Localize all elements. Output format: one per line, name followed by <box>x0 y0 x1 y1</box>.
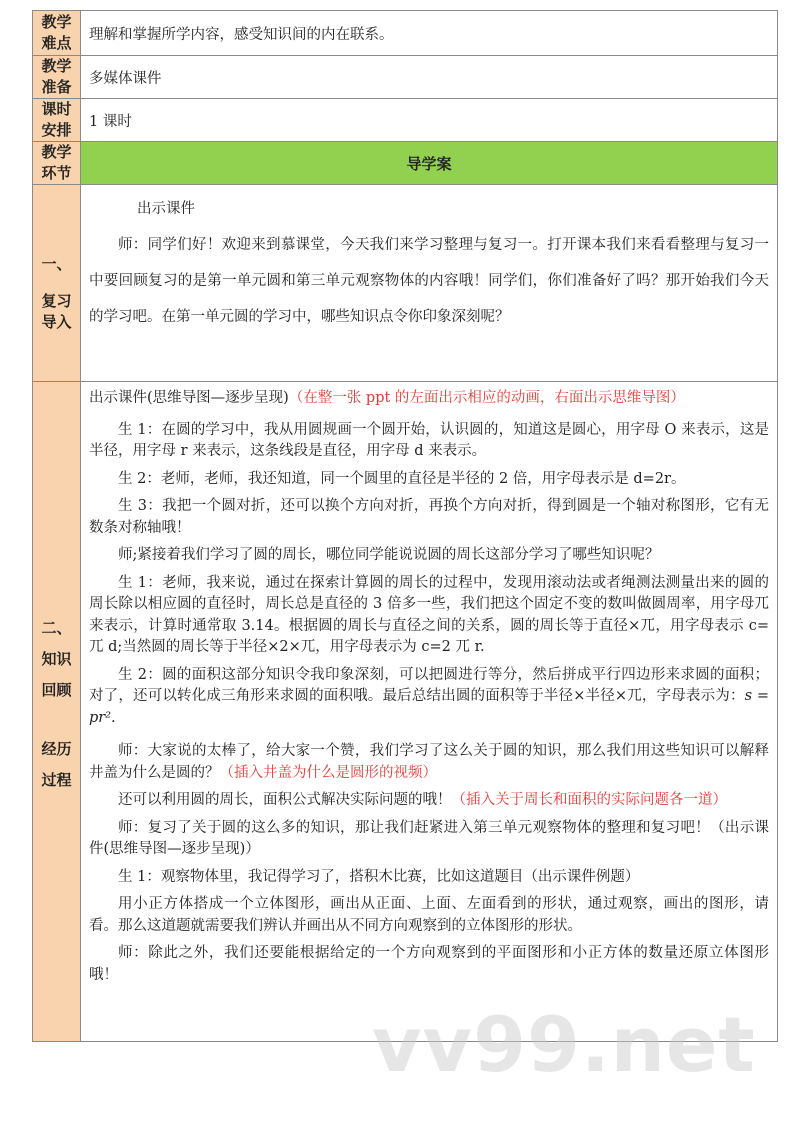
label-line: 复习 <box>41 291 72 310</box>
red-note: （在整一张 ppt 的左面出示相应的动画，右面出示思维导图） <box>288 390 685 406</box>
label-line: 经历 <box>41 740 72 758</box>
difficulty-content: 理解和掌握所学内容，感受知识间的内在联系。 <box>81 11 778 56</box>
label-line: 知识 <box>41 650 72 668</box>
text: 生 2：圆的面积这部分知识令我印象深刻，可以把圆进行等分，然后拼成平行四边形来求圆的面积；对了，还可以转化成三角形来求圆的面积哦。最后总结出圆的面积等于半径×半径×兀，字母表示为： <box>89 666 769 704</box>
row-schedule <box>33 99 778 142</box>
preparation-content: 多媒体课件 <box>81 56 778 99</box>
section-knowledge-review <box>33 382 778 1042</box>
guide-header: 导学案 <box>81 142 778 185</box>
schedule-content: 1 课时 <box>81 99 778 142</box>
lesson-plan-table <box>32 10 778 1042</box>
paragraph: 师：同学们好！欢迎来到慕课堂，今天我们来学习整理与复习一。打开课本我们来看看整理与复习一中要回顾复习的是第一单元圆和第三单元观察物体的内容哦！同学们，你们准备好了吗？那开始我们今天的学习吧。在第一单元圆的学习中，哪些知识点令你印象深刻呢？ <box>89 237 769 325</box>
text: 出示课件(思维导图—逐步呈现) <box>89 390 289 406</box>
text: 还可以利用圆的周长，面积公式解决实际问题的哦！ <box>118 792 452 808</box>
label-line: 一、 <box>41 254 72 273</box>
row-label <box>33 142 81 185</box>
paragraph: 出示课件 <box>137 201 195 217</box>
paragraph: 师：复习了关于圆的这么多的知识，那让我们赶紧进入第三单元观察物体的整理和复习吧！（出示课件(思维导图—逐步呈现)） <box>89 819 769 857</box>
label-line: 教学 <box>41 57 72 75</box>
red-note: （插入关于周长和面积的实际问题各一道） <box>451 792 727 808</box>
section-content <box>81 185 778 382</box>
row-label <box>33 11 81 56</box>
paragraph <box>89 665 769 730</box>
paragraph <box>89 741 769 784</box>
text: 师：大家说的太棒了，给大家一个赞，我们学习了这么关于圆的知识，那么我们用这些知识可以解释井盖为什么是圆的？ <box>89 743 769 781</box>
row-stage-header <box>33 142 778 185</box>
red-note: （插入井盖为什么是圆形的视频） <box>219 764 437 781</box>
paragraph: 生 1：在圆的学习中，我从用圆规画一个圆开始，认识圆的，知道这是圆心，用字母 O 来表示，这是半径，用字母 r 来表示，这条线段是直径，用字母 d 来表示。 <box>89 421 769 459</box>
label-line: 教学 <box>41 143 72 161</box>
label-line: 难点 <box>41 34 72 52</box>
paragraph: 生 1：老师，我来说，通过在探索计算圆的周长的过程中，发现用滚动法或者绳测法测量出来的圆的周长除以相应圆的直径时，周长总是直径的 3 倍多一些，我们把这个固定不变的数叫做圆周率，用字母兀来表示，计算时通常取 3.14。根据圆的周长与直径之间的关系，圆的周长等于直径×兀，用字母表示 c=兀 d;当然圆的周长等于半径×2×兀，用字母表示为 c=2 兀 r. <box>89 574 769 655</box>
row-difficulty <box>33 11 778 56</box>
label-line: 安排 <box>41 121 72 139</box>
area-formula: s = pr². <box>89 688 769 726</box>
paragraph: 师;紧接着我们学习了圆的周长，哪位同学能说说圆的周长这部分学习了哪些知识呢？ <box>118 547 660 563</box>
label-line: 环节 <box>41 164 72 182</box>
row-preparation <box>33 56 778 99</box>
section-review-intro <box>33 185 778 382</box>
row-label <box>33 99 81 142</box>
row-label <box>33 56 81 99</box>
watermark: vv99.net <box>372 1000 756 1089</box>
label-line: 课时 <box>41 100 72 118</box>
section-label <box>33 185 81 382</box>
paragraph: 生 1：观察物体里，我记得学习了，搭积木比赛，比如这道题目（出示课件例题） <box>118 868 640 885</box>
paragraph: 师：除此之外，我们还要能根据给定的一个方向观察到的平面图形和小正方体的数量还原立体图形哦！ <box>89 945 769 983</box>
section-content <box>81 382 778 1042</box>
label-line: 导入 <box>41 312 72 331</box>
paragraph: 用小正方体搭成一个立体图形，画出从正面、上面、左面看到的形状，通过观察，画出的图形，请看。那么这道题就需要我们辨认并画出从不同方向观察到的立体图形的形状。 <box>89 896 769 934</box>
paragraph: 生 3：我把一个圆对折，还可以换个方向对折，再换个方向对折，得到圆是一个轴对称图形，它有无数条对称轴哦！ <box>89 498 769 536</box>
paragraph: 生 2：老师，老师，我还知道，同一个圆里的直径是半径的 2 倍，用字母表示是 d=2r。 <box>118 470 686 487</box>
label-line: 回顾 <box>41 681 72 699</box>
section-label <box>33 382 81 1042</box>
label-line: 过程 <box>41 771 72 789</box>
paragraph <box>89 388 769 410</box>
label-line: 二、 <box>41 619 72 637</box>
label-line: 教学 <box>41 13 72 31</box>
label-line: 准备 <box>41 78 72 96</box>
paragraph <box>89 790 769 812</box>
